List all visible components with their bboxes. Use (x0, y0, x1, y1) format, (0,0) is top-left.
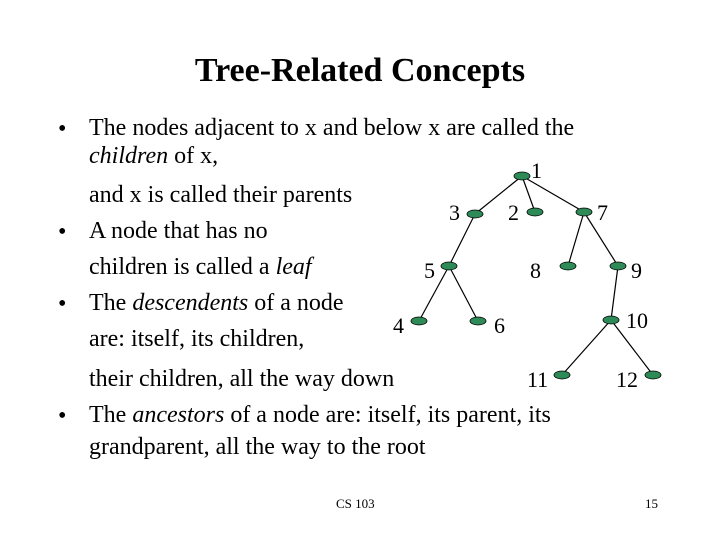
tree-node-2 (527, 208, 543, 216)
bullet-marker: • (58, 219, 67, 245)
tree-node-label-1: 1 (531, 158, 542, 183)
tree-node-label-8: 8 (530, 258, 541, 283)
tree-node-label-12: 12 (616, 367, 638, 392)
edge-9-10 (611, 266, 618, 320)
bullet-2-line-1: A node that has no (89, 218, 268, 244)
tree-node-3 (467, 210, 483, 218)
tree-node-label-9: 9 (631, 258, 642, 283)
tree-node-12 (645, 371, 661, 379)
tree-node-label-4: 4 (393, 313, 404, 338)
tree-node-label-10: 10 (626, 308, 648, 333)
bullet-3-line-1: The descendents of a node (89, 290, 344, 316)
tree-node-4 (411, 317, 427, 325)
bullet-4-line-1: The ancestors of a node are: itself, its parent, its (89, 402, 551, 428)
footer-page-number: 15 (645, 496, 658, 511)
bullet-1-line-3: and x is called their parents (89, 182, 353, 208)
tree-node-10 (603, 316, 619, 324)
bullet-3-line-2: are: itself, its children, (89, 326, 305, 352)
bullet-marker: • (58, 403, 67, 429)
tree-node-label-6: 6 (494, 313, 505, 338)
slide-title: Tree-Related Concepts (194, 52, 526, 89)
tree-node-6 (470, 317, 486, 325)
bullet-3-line-3: their children, all the way down (89, 366, 395, 392)
tree-node-1 (514, 172, 530, 180)
edge-5-6 (449, 266, 478, 321)
tree-node-11 (554, 371, 570, 379)
bullet-1-line-1: The nodes adjacent to x and below x are called the (89, 115, 575, 141)
bullet-marker: • (58, 116, 67, 142)
tree-node-8 (560, 262, 576, 270)
tree-node-9 (610, 262, 626, 270)
bullet-marker: • (58, 291, 67, 317)
bullet-2-line-2: children is called a leaf (89, 254, 312, 280)
bullet-1-line-2: children of x, (89, 143, 219, 169)
bullet-4-line-2: grandparent, all the way to the root (89, 434, 426, 460)
tree-node-label-11: 11 (527, 367, 549, 392)
tree-node-label-2: 2 (508, 200, 519, 225)
edge-10-11 (562, 320, 611, 375)
tree-node-5 (441, 262, 457, 270)
tree-node-label-5: 5 (424, 258, 435, 283)
tree-node-7 (576, 208, 592, 216)
tree-node-label-7: 7 (597, 200, 608, 225)
edge-7-8 (568, 212, 584, 266)
tree-node-label-3: 3 (449, 200, 460, 225)
footer-course: CS 103 (336, 496, 375, 511)
